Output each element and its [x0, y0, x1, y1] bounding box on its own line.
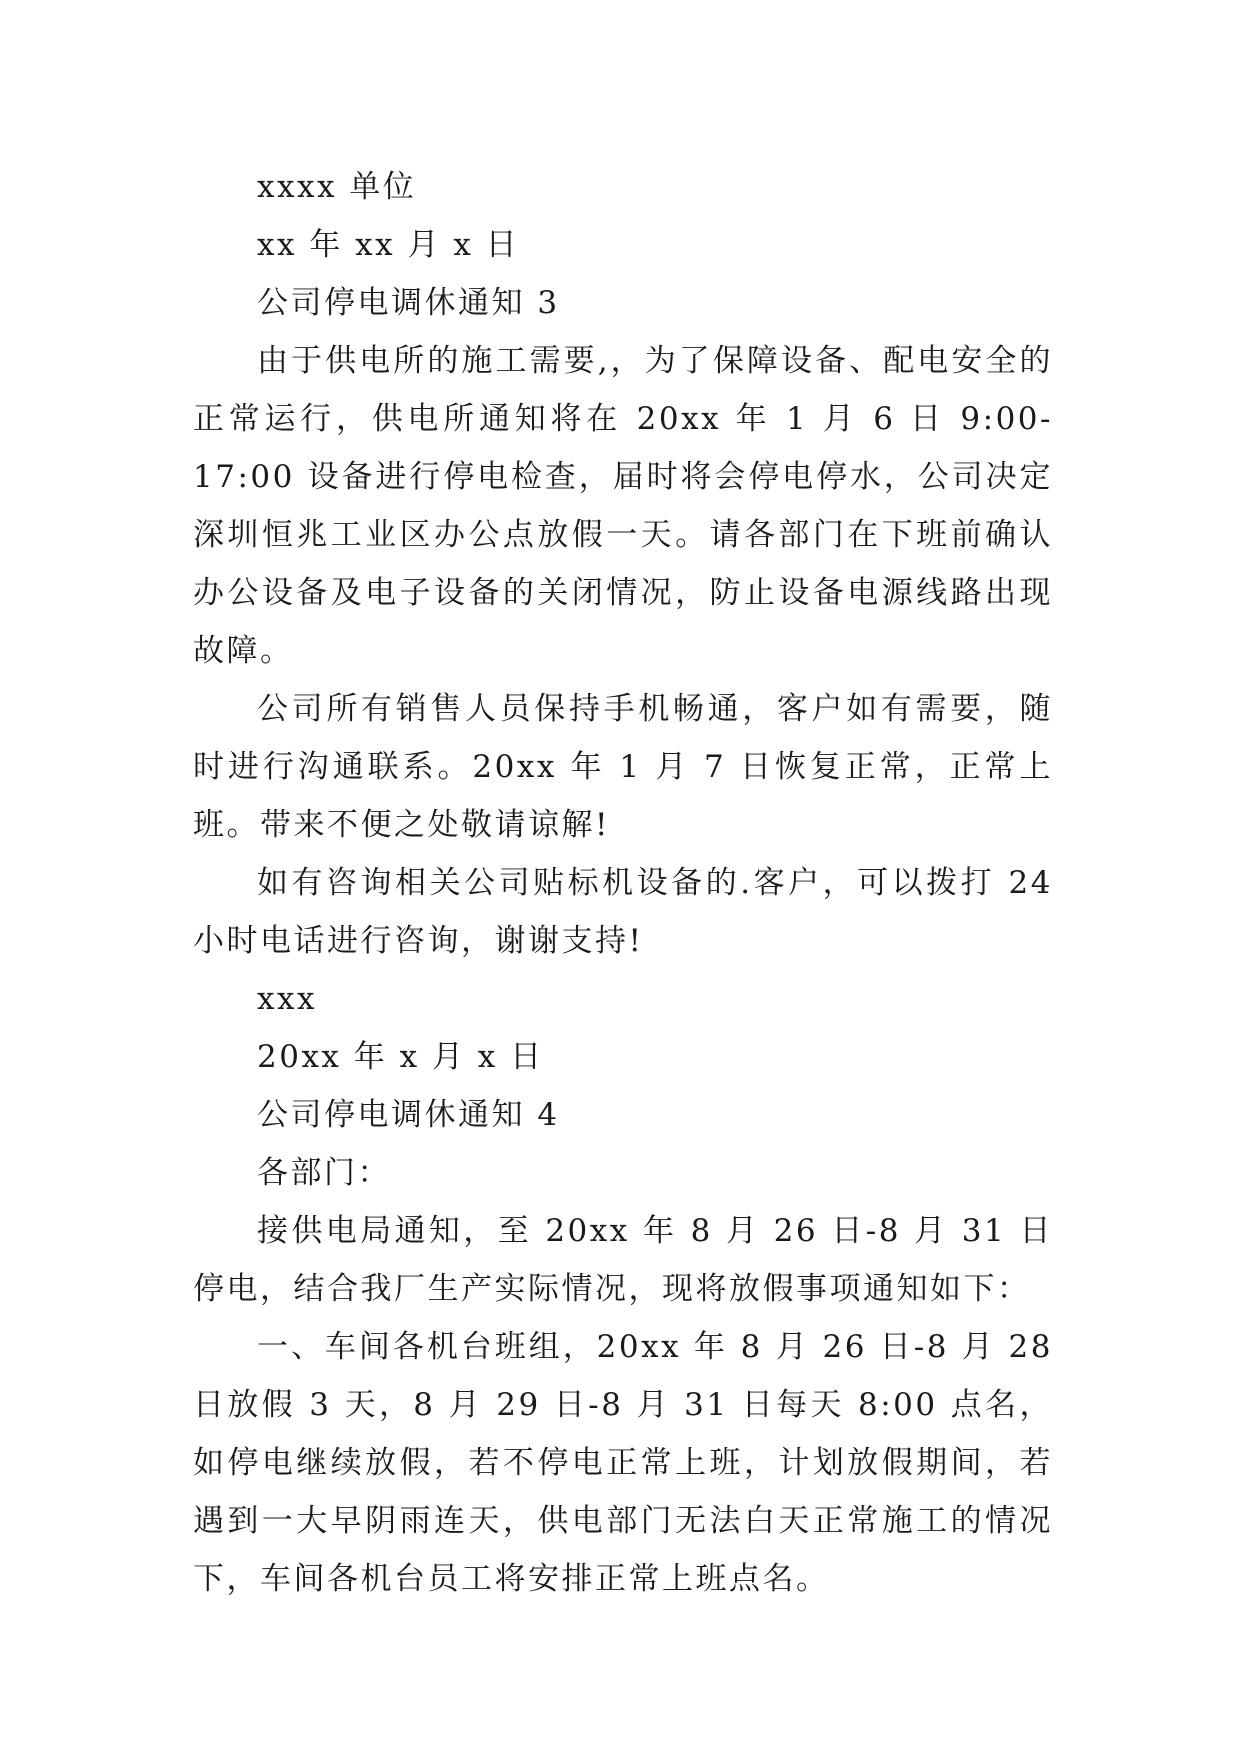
notice-heading-4: 公司停电调休通知 4	[257, 1097, 560, 1133]
paragraph: 接供电局通知，至 20xx 年 8 月 26 日-8 月 31 日停电，结合我厂生产实际情况，现将放假事项通知如下：	[193, 1213, 1053, 1307]
paragraph: 公司所有销售人员保持手机畅通，客户如有需要，随时进行沟通联系。20xx 年 1 月 7 日恢复正常，正常上班。带来不便之处敬请谅解!	[193, 691, 1053, 843]
paragraph: 如有咨询相关公司贴标机设备的.客户，可以拨打 24 小时电话进行咨询，谢谢支持!	[193, 865, 1053, 959]
paragraph: 由于供电所的施工需要,，为了保障设备、配电安全的正常运行，供电所通知将在 20xx 年 1 月 6 日 9:00-17:00 设备进行停电检查，届时将会停电停水，公司决定深圳恒兆工业区办公点放假一天。请各部门在下班前确认办公设备及电子设备的关闭情况，防止设备电源线路出现故障。	[193, 343, 1053, 669]
signature-date: xx 年 xx 月 x 日	[257, 227, 520, 263]
document-body	[193, 158, 1053, 1608]
salutation: 各部门：	[257, 1155, 391, 1191]
paragraph: 一、车间各机台班组，20xx 年 8 月 26 日-8 月 28 日放假 3 天，8 月 29 日-8 月 31 日每天 8:00 点名，如停电继续放假，若不停电正常上班，计划放假期间，若遇到一大早阴雨连天，供电部门无法白天正常施工的情况下，车间各机台员工将安排正常上班点名。	[193, 1329, 1053, 1597]
signature-name: xxx	[257, 981, 317, 1017]
notice-heading-3: 公司停电调休通知 3	[257, 285, 560, 321]
signature-date: 20xx 年 x 月 x 日	[257, 1039, 544, 1075]
signature-unit: xxxx 单位	[257, 169, 417, 205]
